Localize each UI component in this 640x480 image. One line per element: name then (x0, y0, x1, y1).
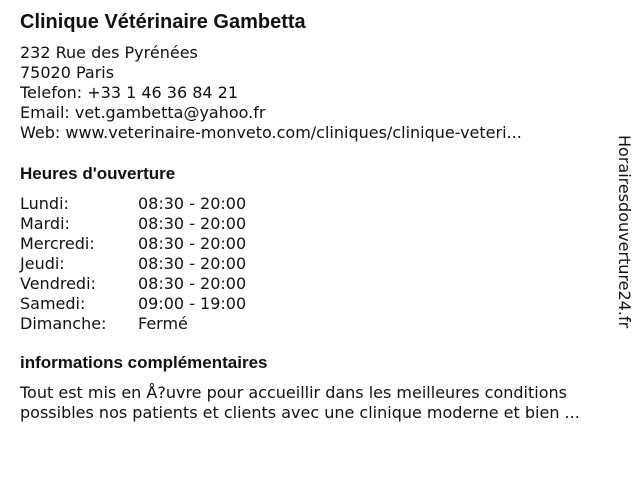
day-label: Samedi: (20, 294, 86, 313)
address-city: 75020 Paris (20, 63, 115, 82)
address-street: 232 Rue des Pyrénées (20, 43, 198, 62)
day-hours: 08:30 - 20:00 (138, 214, 247, 233)
hours-row-tuesday (20, 214, 246, 234)
website-url: Web: www.veterinaire-monveto.com/cliniques/clinique-veteri... (20, 123, 522, 142)
hours-row-monday (20, 194, 246, 214)
additional-info-line: possibles nos patients et clients avec une clinique moderne et bien ... (20, 403, 580, 422)
day-label: Mercredi: (20, 234, 95, 253)
day-hours: 09:00 - 19:00 (138, 294, 247, 313)
email-address: Email: vet.gambetta@yahoo.fr (20, 103, 266, 122)
day-label: Lundi: (20, 194, 69, 213)
day-hours: 08:30 - 20:00 (138, 254, 247, 273)
day-hours: 08:30 - 20:00 (138, 274, 247, 293)
hours-row-thursday (20, 254, 246, 274)
day-label: Mardi: (20, 214, 70, 233)
contact-details (20, 43, 605, 143)
day-label: Vendredi: (20, 274, 96, 293)
hours-row-wednesday (20, 234, 246, 254)
day-hours: Fermé (138, 314, 188, 333)
opening-hours-table (20, 194, 246, 334)
hours-row-saturday (20, 294, 246, 314)
additional-info-line: Tout est mis en Å?uvre pour accueillir dans les meilleures conditions (20, 383, 567, 402)
additional-info-heading: informations complémentaires (20, 353, 268, 372)
hours-row-friday (20, 274, 246, 294)
hours-row-sunday (20, 314, 246, 334)
additional-info-text (20, 383, 630, 423)
opening-hours-heading: Heures d'ouverture (20, 164, 176, 183)
phone-number: Telefon: +33 1 46 36 84 21 (20, 83, 239, 102)
day-label: Jeudi: (20, 254, 65, 273)
site-watermark: Horairesdouverture24.fr (615, 135, 634, 329)
day-hours: 08:30 - 20:00 (138, 234, 247, 253)
day-label: Dimanche: (20, 314, 107, 333)
clinic-name: Clinique Vétérinaire Gambetta (20, 11, 306, 33)
day-hours: 08:30 - 20:00 (138, 194, 247, 213)
